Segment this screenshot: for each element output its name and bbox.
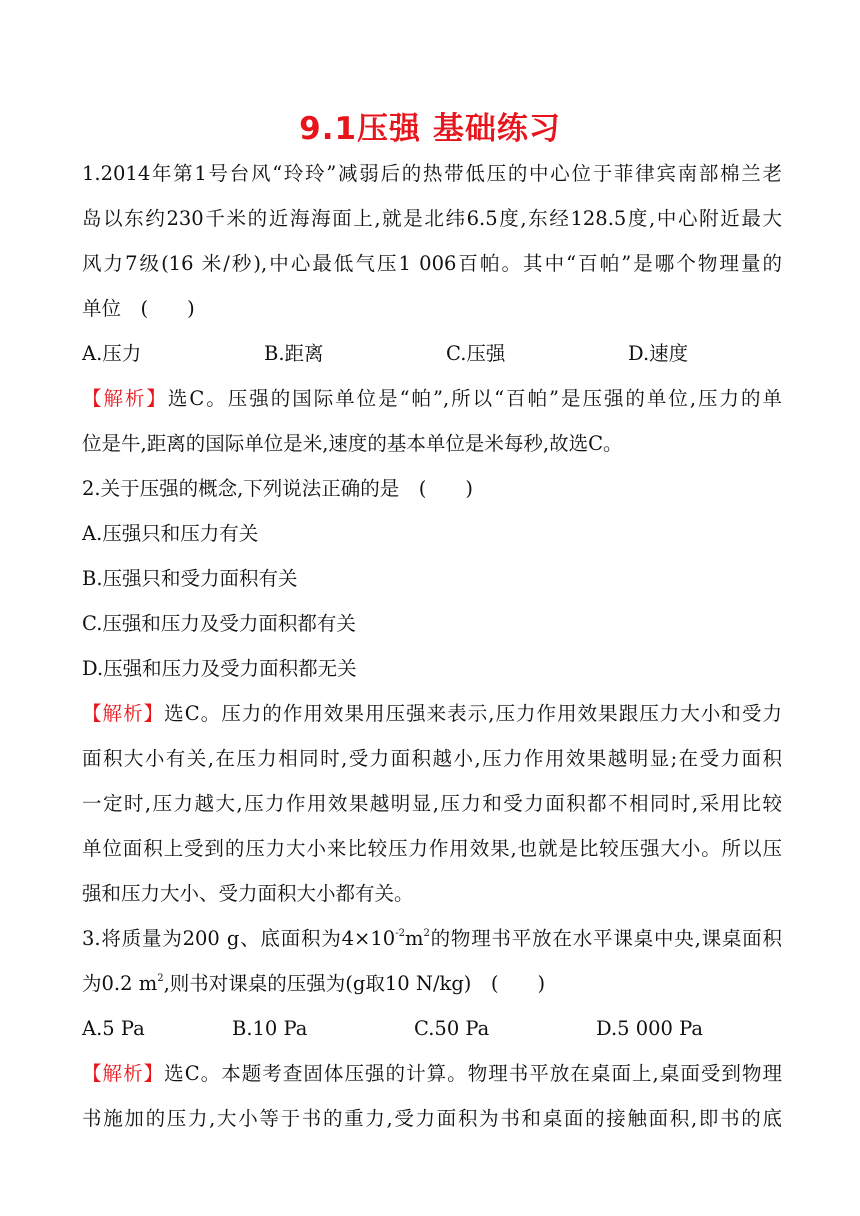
question-3-option-d: D.5 000 Pa <box>596 1017 704 1040</box>
question-3-option-a: A.5 Pa <box>82 1017 145 1040</box>
q3-text-c: 的物理书平放在水平课桌中央,课桌面积 <box>429 927 782 950</box>
q3-text-e: ,则书对课桌的压强为(g取10 N/kg) ( ) <box>163 972 546 995</box>
analysis-label: 【解析】 <box>82 387 168 410</box>
question-1-line-4: 单位 ( ) <box>82 297 195 320</box>
question-3-options <box>82 1006 782 1051</box>
q3-text-d: 为0.2 m <box>82 972 158 995</box>
document-body <box>82 151 782 1141</box>
question-1-option-b: B.距离 <box>264 342 324 365</box>
question-2-option-c: C.压强和压力及受力面积都有关 <box>82 612 356 635</box>
question-2-analysis-line-3: 一定时,压力越大,压力作用效果越明显,压力和受力面积都不相同时,采用比较 <box>82 792 782 815</box>
q3-unit-exponent: 2 <box>423 928 430 939</box>
q3-area-exponent: 2 <box>157 973 164 984</box>
question-3-option-b: B.10 Pa <box>232 1017 308 1040</box>
question-2-option-d: D.压强和压力及受力面积都无关 <box>82 657 357 680</box>
question-1-option-d: D.速度 <box>628 342 689 365</box>
question-1-analysis-line-2: 位是牛,距离的国际单位是米,速度的基本单位是米每秒,故选C。 <box>82 432 623 455</box>
question-2-analysis-line-5: 强和压力大小、受力面积大小都有关。 <box>82 882 414 905</box>
analysis-text: 选C。本题考查固体压强的计算。物理书平放在桌面上,桌面受到物理 <box>164 1062 782 1085</box>
question-2-analysis-line-2: 面积大小有关,在压力相同时,受力面积越小,压力作用效果越明显;在受力面积 <box>82 747 782 770</box>
question-3-option-c: C.50 Pa <box>414 1017 490 1040</box>
question-2-stem: 2.关于压强的概念,下列说法正确的是 ( ) <box>82 477 474 500</box>
q3-unit: m <box>404 927 424 950</box>
question-1-line-1: 1.2014年第1号台风“玲玲”减弱后的热带低压的中心位于菲律宾南部棉兰老 <box>82 162 782 185</box>
question-3-analysis-line-2: 书施加的压力,大小等于书的重力,受力面积为书和桌面的接触面积,即书的底 <box>82 1107 782 1130</box>
analysis-text: 选C。压力的作用效果用压强来表示,压力作用效果跟压力大小和受力 <box>164 702 782 725</box>
question-1-line-3: 风力7级(16 米/秒),中心最低气压1 006百帕。其中“百帕”是哪个物理量的 <box>82 252 782 275</box>
analysis-label: 【解析】 <box>82 702 165 725</box>
question-3-analysis-line-1 <box>82 1051 782 1096</box>
question-1-analysis-line-1 <box>82 376 782 421</box>
page-title: 9.1压强 基础练习 <box>299 111 561 147</box>
question-3-line-2 <box>82 961 782 1006</box>
question-2-option-b: B.压强只和受力面积有关 <box>82 567 298 590</box>
question-1-option-a: A.压力 <box>82 342 142 365</box>
question-2-analysis-line-4: 单位面积上受到的压力大小来比较压力作用效果,也就是比较压强大小。所以压 <box>82 837 782 860</box>
q3-exponent: -2 <box>395 928 405 939</box>
question-1-options <box>82 331 782 376</box>
question-2-analysis-line-1 <box>82 691 782 736</box>
question-1-line-2: 岛以东约230千米的近海海面上,就是北纬6.5度,东经128.5度,中心附近最大 <box>82 207 782 230</box>
question-1-option-c: C.压强 <box>446 342 506 365</box>
analysis-text: 选C。压强的国际单位是“帕”,所以“百帕”是压强的单位,压力的单 <box>167 387 782 410</box>
question-2-option-a: A.压强只和压力有关 <box>82 522 259 545</box>
q3-text-a: 3.将质量为200 g、底面积为4×10 <box>82 927 396 950</box>
analysis-label: 【解析】 <box>82 1062 165 1085</box>
question-3-line-1 <box>82 916 782 961</box>
